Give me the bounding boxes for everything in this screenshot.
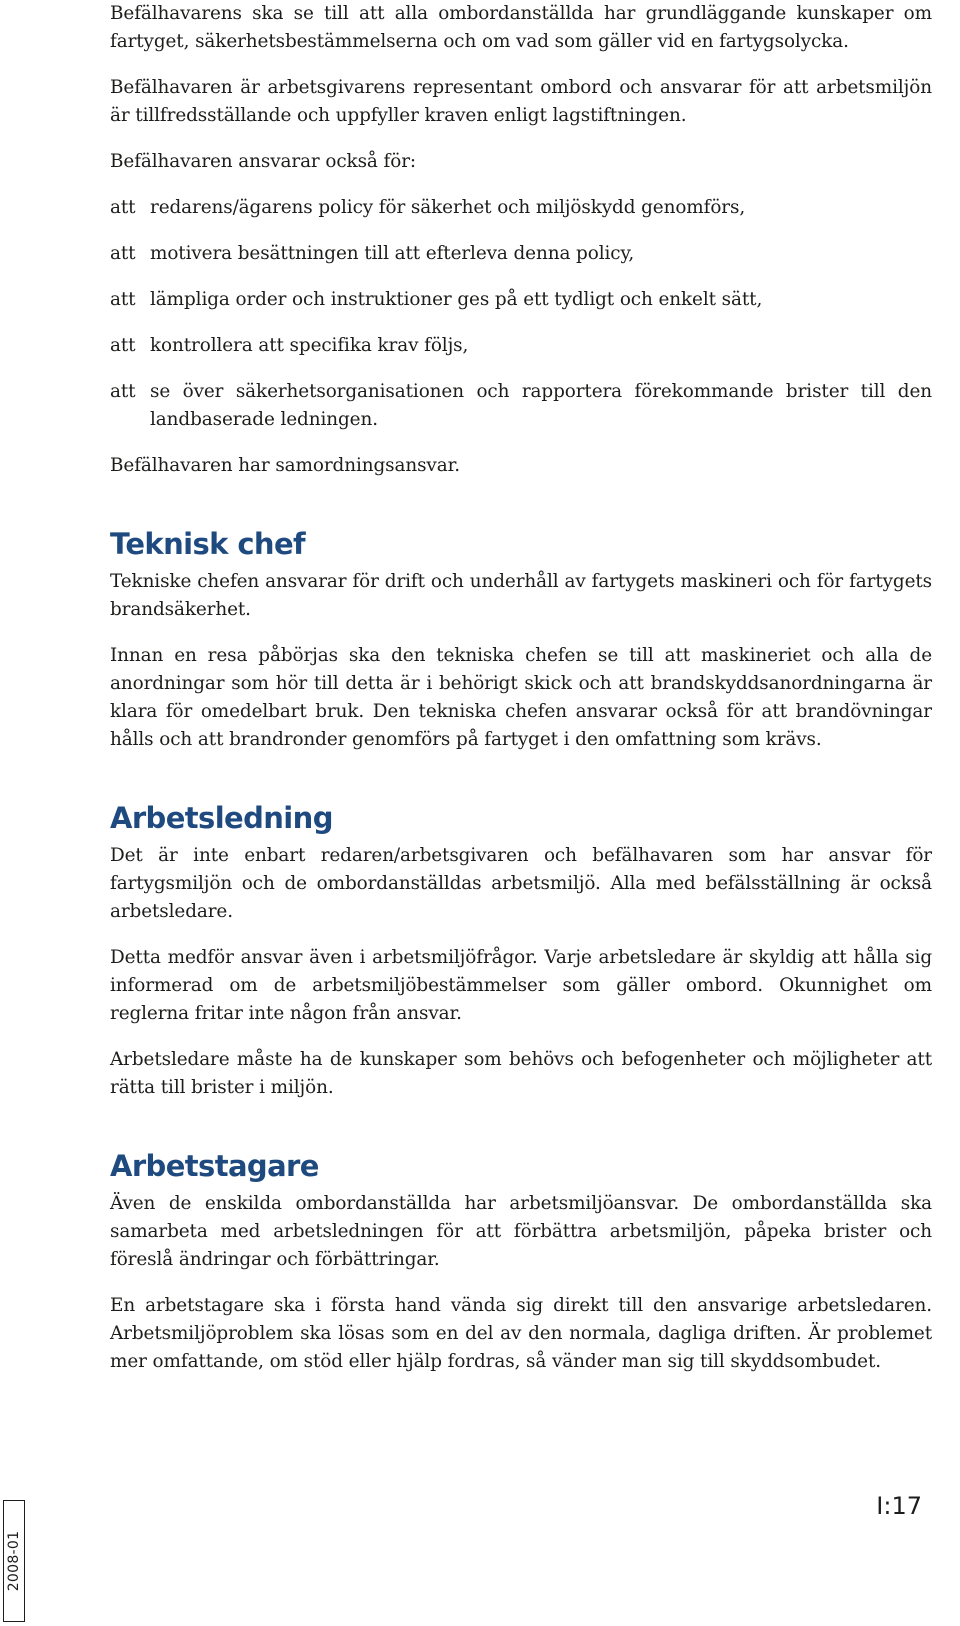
list-item-text: motivera besättningen till att efterleva denna policy, [150,243,635,264]
teknisk-chef-paragraph-1: Tekniske chefen ansvarar för drift och underhåll av fartygets maskineri och för fartygets brandsäkerhet. [110,571,932,620]
arbetstagare-paragraph-2: En arbetstagare ska i första hand vända sig direkt till den ansvarige arbetsledaren. Arbetsmiljöproblem ska lösas som en del av den normala, dagliga driften. Är problemet mer omfattande, om stöd eller hjälp fordras, så vänder man sig till skyddsombudet. [110,1295,932,1372]
section-heading-arbetstagare: Arbetstagare [110,1149,319,1183]
list-item [110,194,932,222]
list-item [110,240,932,268]
list-marker: att [110,289,136,310]
list-marker: att [110,335,136,356]
edition-label [3,1500,25,1622]
arbetsledning-paragraph-3: Arbetsledare måste ha de kunskaper som behövs och befogenheter och möjligheter att rätta till brister i miljön. [110,1049,932,1098]
intro-paragraph-1: Befälhavarens ska se till att alla ombordanställda har grundläggande kunskaper om fartyget, säkerhetsbestämmelserna och om vad som gäller vid en fartygsolycka. [110,3,932,52]
list-item [110,378,932,434]
list-item-text: redarens/ägarens policy för säkerhet och miljöskydd genomförs, [150,197,746,218]
page-number: I:17 [876,1492,922,1520]
list-marker: att [110,381,136,402]
list-item-text: lämpliga order och instruktioner ges på ett tydligt och enkelt sätt, [150,289,763,310]
list-item [110,286,932,314]
arbetstagare-paragraph-1: Även de enskilda ombordanställda har arbetsmiljöansvar. De ombordanställda ska samarbeta med arbetsledningen för att förbättra arbetsmiljön, påpeka brister och föreslå ändringar och förbättringar. [110,1193,932,1270]
section-heading-teknisk-chef: Teknisk chef [110,527,306,561]
list-marker: att [110,197,136,218]
list-marker: att [110,243,136,264]
list-item-text: kontrollera att specifika krav följs, [150,335,469,356]
page-content [110,0,932,1376]
edition-text: 2008-01 [6,1530,22,1592]
arbetsledning-paragraph-1: Det är inte enbart redaren/arbetsgivaren och befälhavaren som har ansvar för fartygsmiljön och de ombordanställdas arbetsmiljö. Alla med befälsställning är också arbetsledare. [110,845,932,922]
intro-paragraph-4: Befälhavaren har samordningsansvar. [110,455,460,476]
teknisk-chef-paragraph-2: Innan en resa påbörjas ska den tekniska chefen se till att maskineriet och alla de anordningar som hör till detta är i behörigt skick och att brandskyddsanordningarna är klara för omedelbart bruk. Den tekniska chefen ansvarar också för att brandövningar hålls och att brandronder genomförs på fartyget i den omfattning som krävs. [110,645,932,750]
section-heading-arbetsledning: Arbetsledning [110,801,333,835]
intro-paragraph-3: Befälhavaren ansvarar också för: [110,151,417,172]
list-item-text: se över säkerhetsorganisationen och rapportera förekommande brister till den landbaserade ledningen. [150,381,932,430]
list-item [110,332,932,360]
arbetsledning-paragraph-2: Detta medför ansvar även i arbetsmiljöfrågor. Varje arbetsledare är skyldig att hålla sig informerad om de arbetsmiljöbestämmelser som gäller ombord. Okunnighet om reglerna fritar inte någon från ansvar. [110,947,932,1024]
intro-paragraph-2: Befälhavaren är arbetsgivarens representant ombord och ansvarar för att arbetsmiljön är tillfredsställande och uppfyller kraven enligt lagstiftningen. [110,77,932,126]
